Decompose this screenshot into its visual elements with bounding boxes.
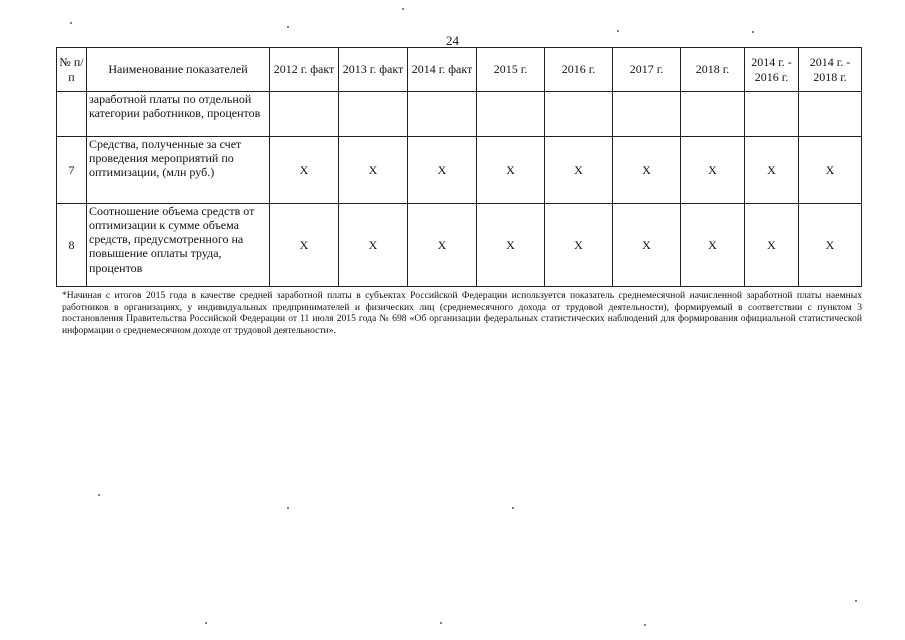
header-cell: Наименование показателей (87, 48, 270, 92)
value-cell: X (339, 204, 408, 287)
indicator-name: Средства, полученные за счет проведения мероприятий по оптимизации, (млн руб.) (87, 137, 270, 204)
value-cell (270, 92, 339, 137)
header-cell: 2014 г. - 2016 г. (745, 48, 799, 92)
scan-speck (440, 622, 442, 624)
table-row (57, 204, 862, 287)
value-cell: X (408, 137, 477, 204)
indicator-name: заработной платы по отдельной категории работников, процентов (87, 92, 270, 137)
value-cell (745, 92, 799, 137)
footnote: *Начиная с итогов 2015 года в качестве средней заработной платы в субъектах Российской Федерации используется показатель среднемесячной начисленной заработной платы наемных работников в организациях, у индивидуальных предпринимателей и физических лиц (среднемесячного дохода от трудовой деятельности), формируемый в соответствии с пунктом 3 постановления Правительства Российской Федерации от 11 июля 2015 года № 698 «Об организации федеральных статистических наблюдений для формирования официальной статистической информации о среднемесячном доходе от трудовой деятельности». (62, 290, 862, 337)
value-cell (408, 92, 477, 137)
row-number: 7 (57, 137, 87, 204)
value-cell (339, 92, 408, 137)
row-number: 8 (57, 204, 87, 287)
scan-speck (98, 494, 100, 496)
value-cell: X (799, 204, 862, 287)
value-cell (477, 92, 545, 137)
header-cell: 2012 г. факт (270, 48, 339, 92)
page-number: 24 (446, 33, 459, 48)
value-cell (799, 92, 862, 137)
indicators-table (56, 47, 862, 287)
value-cell (545, 92, 613, 137)
header-cell: 2016 г. (545, 48, 613, 92)
value-cell: X (613, 137, 681, 204)
value-cell: X (745, 204, 799, 287)
value-cell: X (745, 137, 799, 204)
value-cell: X (477, 137, 545, 204)
header-cell: 2014 г. - 2018 г. (799, 48, 862, 92)
value-cell (613, 92, 681, 137)
header-cell: 2017 г. (613, 48, 681, 92)
scan-speck (512, 507, 514, 509)
value-cell: X (799, 137, 862, 204)
scan-speck (644, 624, 646, 626)
scan-speck (855, 600, 857, 602)
scan-speck (402, 8, 404, 10)
scan-speck (287, 507, 289, 509)
row-number (57, 92, 87, 137)
scan-speck (70, 22, 72, 24)
table-row (57, 137, 862, 204)
scan-speck (752, 31, 754, 33)
table-row (57, 92, 862, 137)
table-header-row (57, 48, 862, 92)
value-cell: X (477, 204, 545, 287)
scan-speck (287, 26, 289, 28)
value-cell (681, 92, 745, 137)
value-cell: X (339, 137, 408, 204)
header-cell: № п/п (57, 48, 87, 92)
value-cell: X (613, 204, 681, 287)
header-cell: 2018 г. (681, 48, 745, 92)
value-cell: X (270, 204, 339, 287)
value-cell: X (270, 137, 339, 204)
value-cell: X (545, 137, 613, 204)
scan-speck (617, 30, 619, 32)
value-cell: X (681, 204, 745, 287)
header-cell: 2013 г. факт (339, 48, 408, 92)
value-cell: X (408, 204, 477, 287)
scan-speck (205, 622, 207, 624)
value-cell: X (681, 137, 745, 204)
value-cell: X (545, 204, 613, 287)
header-cell: 2014 г. факт (408, 48, 477, 92)
header-cell: 2015 г. (477, 48, 545, 92)
indicator-name: Соотношение объема средств от оптимизации к сумме объема средств, предусмотренного на повышение оплаты труда, процентов (87, 204, 270, 287)
